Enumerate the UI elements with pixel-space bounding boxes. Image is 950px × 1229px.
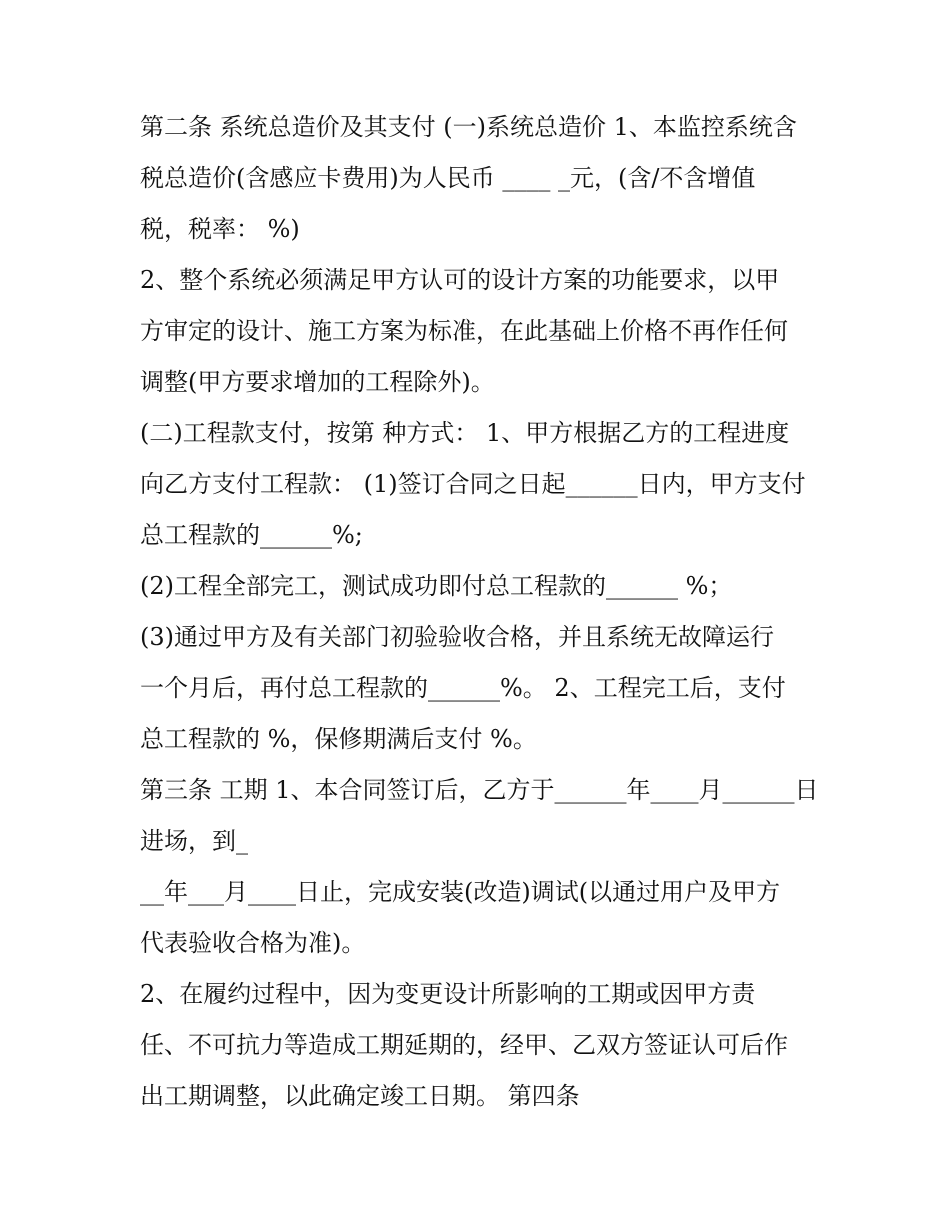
text-line: 第二条 系统总造价及其支付 (一)系统总造价 1、本监控系统含	[140, 113, 797, 141]
text-line: 总工程款的 %，保修期满后支付 %。	[140, 725, 537, 753]
text-line: __年___月____日止，完成安装(改造)调试(以通过用户及甲方	[140, 878, 781, 906]
text-line: (2)工程全部完工，测试成功即付总工程款的______ %；	[140, 572, 733, 600]
text-line: 代表验收合格为准)。	[140, 929, 366, 957]
text-line: (二)工程款支付，按第 种方式： 1、甲方根据乙方的工程进度	[140, 419, 790, 447]
text-line: 任、不可抗力等造成工期延期的，经甲、乙双方签证认可后作	[140, 1031, 788, 1059]
text-line: 总工程款的______%;	[140, 521, 363, 549]
text-line: 调整(甲方要求增加的工程除外)。	[140, 368, 495, 396]
text-line: (3)通过甲方及有关部门初验验收合格，并且系统无故障运行	[140, 623, 774, 651]
text-line: 进场，到_	[140, 827, 248, 855]
text-line: 方审定的设计、施工方案为标准，在此基础上价格不再作任何	[140, 317, 788, 345]
text-line: 2、整个系统必须满足甲方认可的设计方案的功能要求，以甲	[140, 266, 780, 294]
contract-body	[140, 102, 820, 1122]
text-line: 出工期调整，以此确定竣工日期。 第四条	[140, 1082, 580, 1110]
text-line: 向乙方支付工程款： (1)签订合同之日起______日内，甲方支付	[140, 470, 806, 498]
text-line: 2、在履约过程中，因为变更设计所影响的工期或因甲方责	[140, 980, 756, 1008]
text-line: 一个月后，再付总工程款的______%。 2、工程完工后，支付	[140, 674, 786, 702]
text-line: 税，税率： %)	[140, 215, 300, 243]
text-line: 第三条 工期 1、本合同签订后，乙方于______年____月______日	[140, 776, 819, 804]
text-line: 税总造价(含感应卡费用)为人民币 ____ _元，(含/不含增值	[140, 164, 756, 192]
